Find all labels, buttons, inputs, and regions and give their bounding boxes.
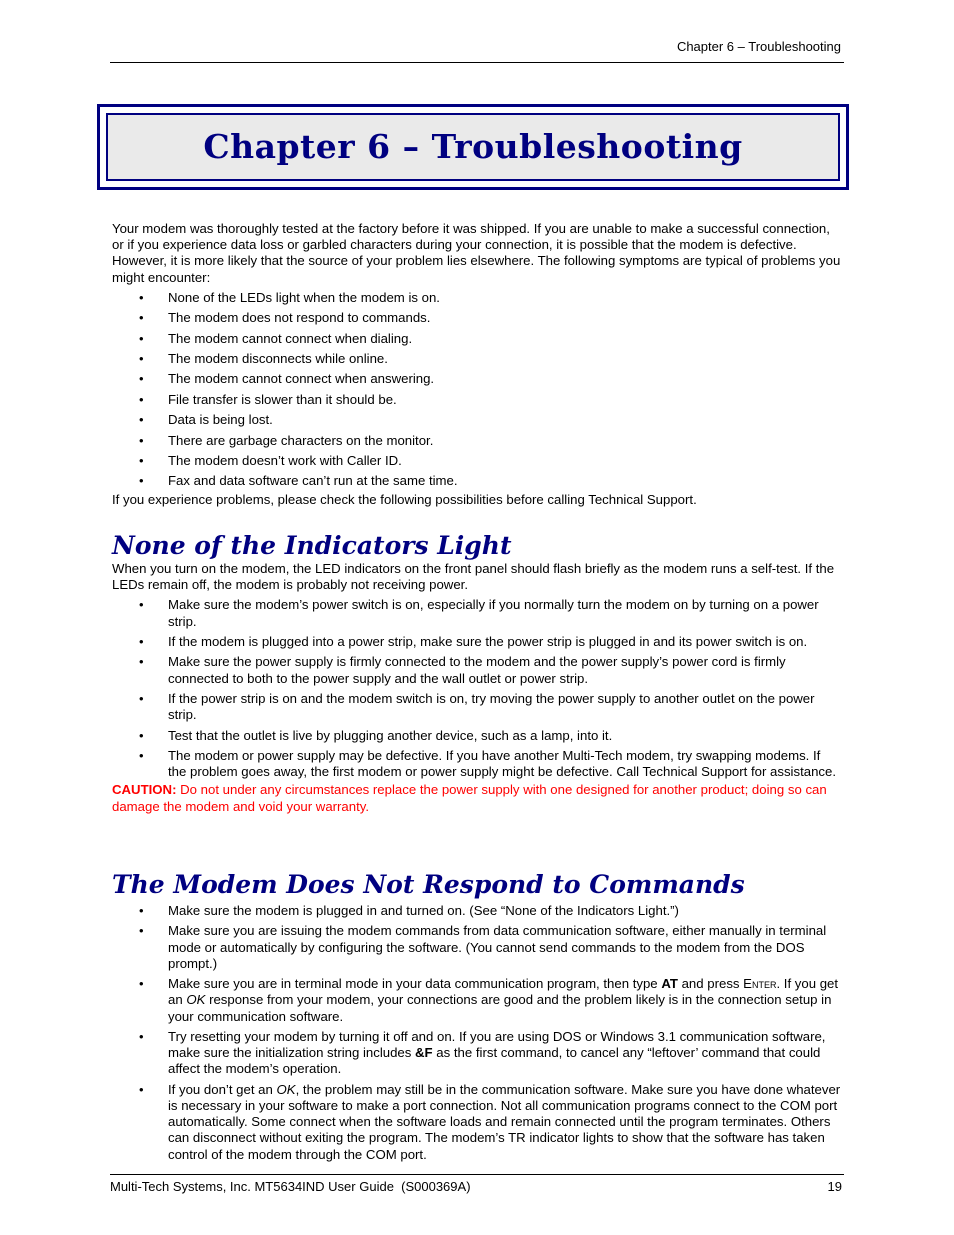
footer-rule (110, 1174, 844, 1175)
bullet-icon: • (139, 1081, 144, 1097)
list-item: • The modem cannot connect when answering. (139, 371, 435, 387)
list-item: • The modem does not respond to commands. (139, 310, 431, 326)
check-list (112, 903, 842, 1163)
chapter-title-box (97, 104, 849, 190)
section-no-indicators (112, 531, 842, 815)
list-item: • The modem cannot connect when dialing. (139, 330, 413, 346)
bullet-icon: • (139, 289, 144, 305)
caution-label: CAUTION: (112, 782, 177, 798)
bullet-icon: • (139, 391, 144, 407)
list-item: • The modem disconnects while online. (139, 350, 388, 366)
page-number: 19 (827, 1179, 842, 1194)
bullet-icon: • (139, 330, 144, 346)
bullet-icon: • (139, 1028, 144, 1044)
bullet-icon: • (139, 452, 144, 468)
bullet-icon: • (139, 432, 144, 448)
bullet-icon: • (139, 310, 144, 326)
list-item: • Data is being lost. (139, 412, 273, 428)
caution-text: Do not under any circumstances replace the power supply with one designed for another product; doing so can damage the modem and void your warranty. (112, 782, 827, 814)
chapter-title-inner (106, 113, 840, 181)
bullet-icon: • (139, 903, 144, 918)
bullet-icon: • (139, 371, 144, 387)
section-heading: The Modem Does Not Respond to Commands (112, 870, 745, 899)
bullet-icon: • (139, 976, 144, 992)
list-item: • Make sure the modem is plugged in and turned on. (See “None of the Indicators Light.”) (139, 903, 679, 918)
list-item: • Make sure the power supply is firmly connected to the modem and the power supply’s power cord is firmly connected to both to the power supply and the wall outlet or power strip. (139, 654, 786, 686)
list-item: • If you don’t get an OK, the problem may still be in the communication software. Make sure you have done whatever is necessary in your software to make a port connection. Not all communication programs connect to the COM port automatically. Some connect when the software loads and remain connected until the program terminates. Others can disconnect without exiting the program. The modem’s TR indicator lights to show that the software has taken control of the modem through the COM port. (139, 1081, 841, 1162)
check-list (112, 597, 842, 780)
list-item: • Test that the outlet is live by plugging another device, such as a lamp, into it. (139, 727, 613, 743)
list-item: • The modem doesn’t work with Caller ID. (139, 452, 402, 468)
bullet-icon: • (139, 597, 144, 613)
intro-section (112, 221, 842, 508)
intro-paragraph: Your modem was thoroughly tested at the factory before it was shipped. If you are unable to make a successful connection, or if you experience data loss or garbled characters during your connection, it is possible that the modem is defective. However, it is more likely that the source of your problem lies elsewhere. The following symptoms are typical of problems you might encounter: (112, 221, 841, 285)
bullet-icon: • (139, 690, 144, 706)
bullet-icon: • (139, 654, 144, 670)
list-item: • Make sure the modem’s power switch is on, especially if you normally turn the modem on by turning on a power strip. (139, 597, 819, 629)
list-item: • If the power strip is on and the modem switch is on, try moving the power supply to another outlet on the power strip. (139, 690, 815, 723)
bullet-icon: • (139, 634, 144, 649)
section-no-response (112, 870, 842, 1167)
bullet-icon: • (139, 350, 144, 366)
section-paragraph: When you turn on the modem, the LED indicators on the front panel should flash briefly as the modem runs a self-test. If the LEDs remain off, the modem is probably not receiving power. (112, 561, 835, 593)
symptom-list (112, 290, 842, 490)
footer-document-info: Multi-Tech Systems, Inc. MT5634IND User Guide (S000369A) (110, 1179, 471, 1194)
list-item: • The modem or power supply may be defective. If you have another Multi-Tech modem, try swapping modems. If the problem goes away, the first modem or power supply might be defective. Call Technical Support for assistance. (139, 747, 837, 780)
chapter-title: Chapter 6 – Troubleshooting (203, 126, 743, 166)
list-item: • There are garbage characters on the monitor. (139, 432, 434, 448)
bullet-icon: • (139, 412, 144, 428)
bullet-icon: • (139, 473, 144, 489)
section-heading: None of the Indicators Light (112, 531, 512, 560)
bullet-icon: • (139, 923, 144, 939)
list-item: • Make sure you are issuing the modem commands from data communication software, either manually in terminal mode or automatically by configuring the software. (You cannot send commands to the modem from the DOS prompt.) (139, 923, 827, 971)
list-item: • None of the LEDs light when the modem is on. (139, 289, 440, 305)
bullet-icon: • (139, 747, 144, 763)
running-header: Chapter 6 – Troubleshooting (676, 39, 841, 54)
header-rule (110, 62, 844, 63)
list-item: • Try resetting your modem by turning it off and on. If you are using DOS or Windows 3.1 communication software, make sure the initialization string includes &F as the first command, to cancel any “leftover’ command that could affect the modem’s operation. (139, 1028, 826, 1077)
list-item: • File transfer is slower than it should be. (139, 391, 397, 407)
caution-note (112, 782, 842, 814)
list-item: • If the modem is plugged into a power strip, make sure the power strip is plugged in and its power switch is on. (139, 634, 808, 649)
list-item: • Fax and data software can’t run at the same time. (139, 473, 458, 489)
list-item: • Make sure you are in terminal mode in your data communication program, then type AT and press Enter. If you get an OK response from your modem, your connections are good and the problem likely is in the connection setup in your communication software. (139, 976, 839, 1024)
intro-closing: If you experience problems, please check the following possibilities before calling Technical Support. (112, 491, 697, 507)
bullet-icon: • (139, 727, 144, 743)
